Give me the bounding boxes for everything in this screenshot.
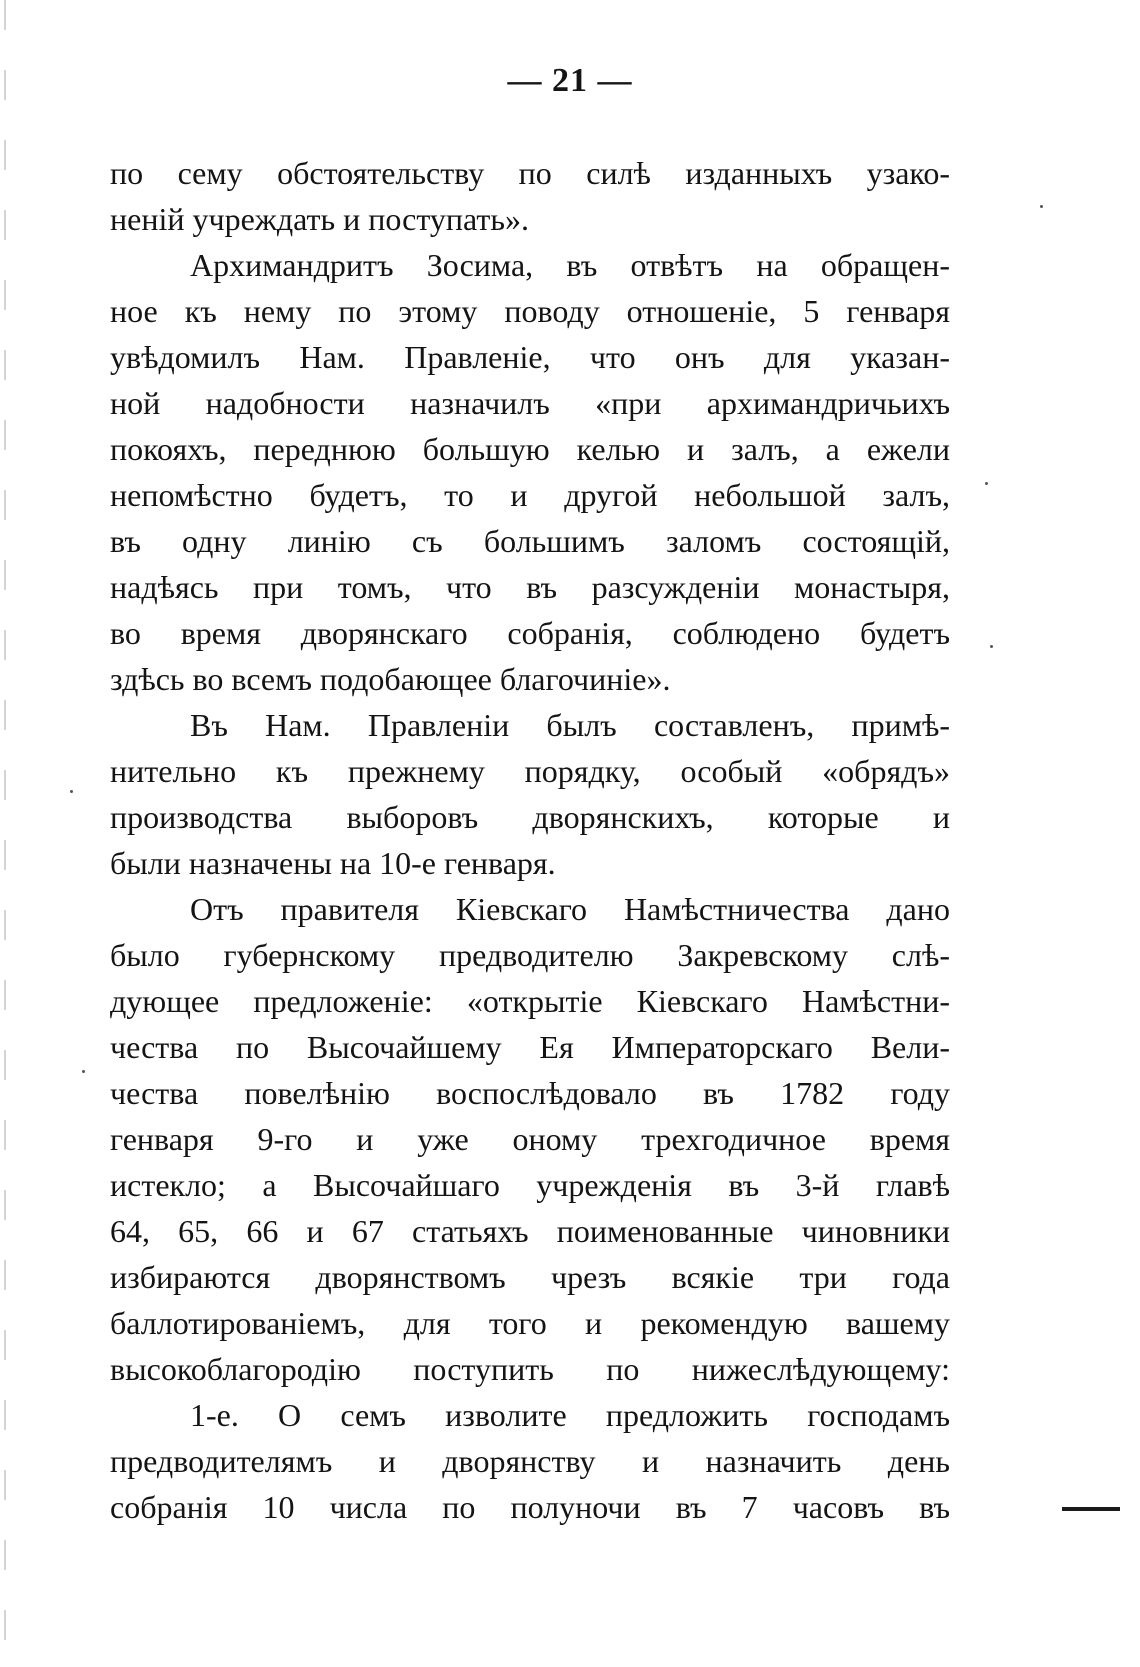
text-line: въ одну линiю съ большимъ заломъ состоящiй, [110, 523, 950, 559]
text-line: истекло; а Высочайшаго учрежденiя въ 3-й главѣ [110, 1167, 950, 1203]
text-line: Отъ правителя Кiевскаго Намѣстничества дано [190, 891, 950, 927]
text-line: генваря 9-го и уже оному трехгодичное время [110, 1121, 950, 1157]
text-line: дующее предложенiе: «открытiе Кiевскаго Намѣстни- [110, 983, 950, 1019]
scan-speck [1040, 205, 1043, 208]
text-line: надѣясь при томъ, что въ разсужденiи монастыря, [110, 569, 950, 605]
page-number: — 21 — [507, 62, 633, 99]
text-line: 64, 65, 66 и 67 статьяхъ поименованные чиновники [110, 1213, 950, 1249]
text-line: было губернскому предводителю Закревскому слѣ- [110, 937, 950, 973]
text-line: были назначены на 10-е генваря. [110, 845, 556, 881]
text-line: Въ Нам. Правленiи былъ составленъ, примѣ- [190, 707, 950, 743]
text-line: ненiй учреждать и поступать». [110, 201, 529, 237]
text-line: 1-е. О семъ изволите предложить господамъ [190, 1397, 950, 1433]
scan-edge [4, 0, 6, 1667]
text-line: нительно къ прежнему порядку, особый «обрядъ» [110, 753, 950, 789]
text-line: избираются дворянствомъ чрезъ всякiе три года [110, 1259, 950, 1295]
text-line: предводителямъ и дворянству и назначить день [110, 1443, 950, 1479]
scan-speck [70, 790, 73, 793]
text-line: собранiя 10 числа по полуночи въ 7 часовъ въ [110, 1489, 950, 1525]
scan-speck [990, 645, 993, 648]
scan-speck [82, 1070, 85, 1073]
margin-rule-mark [1062, 1507, 1120, 1511]
text-line: баллотированiемъ, для того и рекомендую вашему [110, 1305, 950, 1341]
text-line: ной надобности назначилъ «при архимандричьихъ [110, 385, 950, 421]
body-text [110, 150, 950, 1530]
text-line: ное къ нему по этому поводу отношенiе, 5 генваря [110, 293, 950, 329]
scan-speck [985, 482, 988, 485]
text-line: Архимандритъ Зосима, въ отвѣтъ на обращен- [190, 247, 950, 283]
text-line: увѣдомилъ Нам. Правленiе, что онъ для указан- [110, 339, 950, 375]
text-line: непомѣстно будетъ, то и другой небольшой залъ, [110, 477, 950, 513]
text-line: по сему обстоятельству по силѣ изданныхъ узако- [110, 155, 950, 191]
text-line: чества повелѣнiю воспослѣдовало въ 1782 году [110, 1075, 950, 1111]
text-line: покояхъ, переднюю большую келью и залъ, а ежели [110, 431, 950, 467]
text-line: производства выборовъ дворянскихъ, которые и [110, 799, 950, 835]
text-line: здѣсь во всемъ подобающее благочинiе». [110, 661, 671, 697]
text-line: во время дворянскаго собранiя, соблюдено будетъ [110, 615, 950, 651]
text-line: высокоблагородiю поступить по нижеслѣдующему: [110, 1351, 950, 1387]
text-line: чества по Высочайшему Ея Императорскаго Вели- [110, 1029, 950, 1065]
